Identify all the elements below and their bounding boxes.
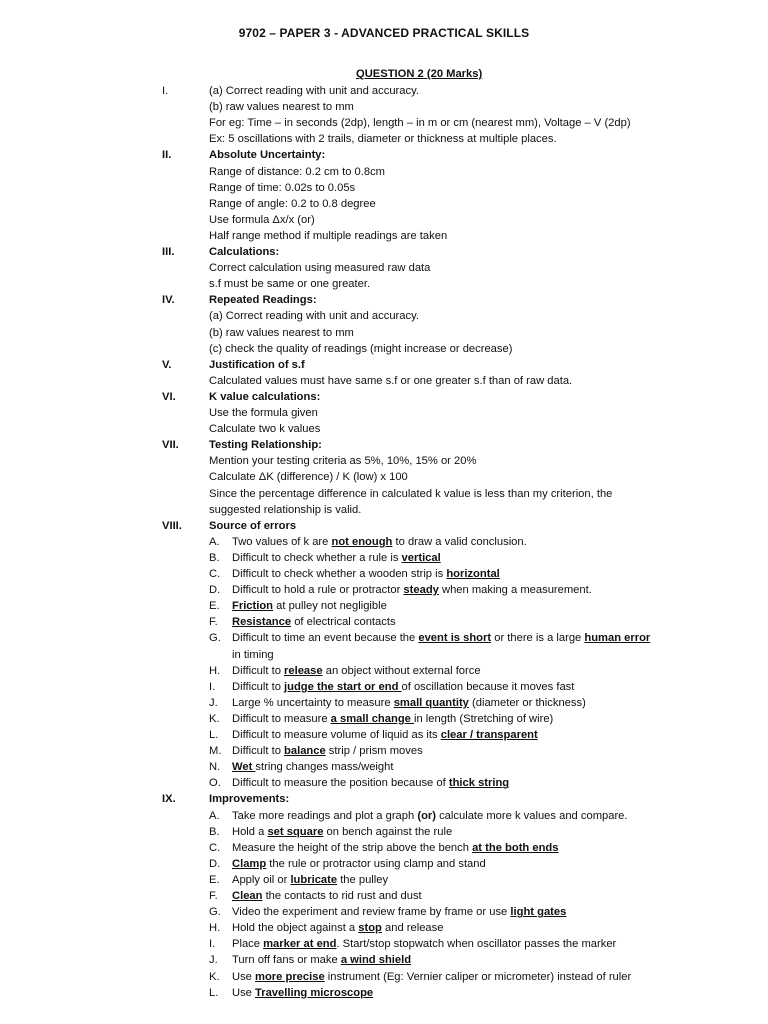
plain-text: the rule or protractor using clamp and stand (266, 857, 486, 870)
section-heading-row (0, 389, 768, 405)
list-item (0, 985, 768, 1001)
text-line-row (0, 228, 768, 244)
emphasis-text: a small change (330, 712, 414, 725)
text-line: Use the formula given (209, 407, 318, 419)
text-line-row (0, 164, 768, 180)
plain-text: Difficult to check whether a wooden strip is (232, 568, 447, 580)
list-item-text (232, 727, 538, 743)
list-item (0, 582, 768, 598)
section-heading: Calculations: (209, 246, 280, 258)
list-item-letter: E. (209, 873, 220, 886)
text-line: Calculate ΔK (difference) / K (low) x 100 (209, 471, 408, 484)
list-item-text (232, 630, 650, 646)
plain-text: Use (232, 986, 256, 999)
emphasis-text: thick string (448, 777, 510, 790)
section-numeral: VI. (162, 390, 176, 403)
list-item (0, 534, 768, 550)
plain-text: of oscillation because it moves fast (401, 680, 575, 693)
text-line: Half range method if multiple readings are taken (209, 229, 448, 242)
list-item-letter: I. (209, 938, 216, 951)
section-heading: Repeated Readings: (209, 294, 317, 307)
emphasis-text: light gates (510, 906, 567, 919)
plain-text: when making a measurement. (438, 584, 592, 597)
text-line-row (0, 486, 768, 502)
list-item-text (232, 598, 387, 614)
plain-text: on bench against the rule (323, 825, 453, 838)
emphasis-text: Clean (232, 890, 263, 902)
list-item-text (232, 936, 616, 952)
list-item (0, 904, 768, 920)
section-numeral: VIII. (162, 519, 182, 532)
plain-text: Difficult to time an event because the (232, 632, 419, 645)
text-line-row (0, 421, 768, 437)
list-item-text (232, 679, 574, 695)
plain-text: (diameter or thickness) (468, 696, 586, 709)
list-item (0, 550, 768, 566)
document-title: 9702 – PAPER 3 - ADVANCED PRACTICAL SKILLS (238, 26, 530, 40)
plain-text: instrument (Eg: Vernier caliper or micrometer) instead of ruler (324, 970, 632, 983)
text-line-row (0, 341, 768, 357)
text-line: Range of distance: 0.2 cm to 0.8cm (209, 165, 385, 178)
list-item-text (232, 566, 500, 582)
emphasis-text: vertical (401, 551, 441, 564)
section-heading-row (0, 244, 768, 260)
section-heading: Improvements: (209, 793, 290, 806)
section-heading-row (0, 437, 768, 453)
emphasis-text: steady (403, 584, 439, 597)
text-line-row (0, 99, 768, 115)
text-line: Ex: 5 oscillations with 2 trails, diameter or thickness at multiple places. (209, 133, 557, 146)
emphasis-text: marker at end (263, 938, 337, 951)
text-line-row (0, 260, 768, 276)
emphasis-text: a wind shield (340, 954, 412, 967)
emphasis-text: Travelling microscope (255, 986, 374, 999)
plain-text: . Start/stop stopwatch when oscillator passes the marker (336, 938, 617, 951)
list-item (0, 872, 768, 888)
list-item-letter: L. (209, 729, 219, 741)
section-heading-row (0, 83, 768, 99)
list-item (0, 969, 768, 985)
text-line: suggested relationship is valid. (209, 503, 362, 516)
list-item-letter: L. (209, 986, 219, 999)
emphasis-text: more precise (255, 970, 325, 983)
list-item-text (232, 969, 631, 985)
list-item (0, 727, 768, 743)
plain-text: at pulley not negligible (273, 600, 387, 613)
list-item-letter: F. (209, 890, 218, 902)
list-item-text (232, 856, 486, 872)
list-item (0, 679, 768, 695)
list-item-letter: G. (209, 906, 221, 919)
section-heading: K value calculations: (209, 390, 321, 403)
section-heading-row (0, 292, 768, 308)
list-item (0, 695, 768, 711)
section-heading-row (0, 518, 768, 534)
list-item-text (232, 759, 393, 775)
plain-text: Difficult to (232, 664, 285, 677)
list-item-text (232, 647, 274, 663)
plain-text: Difficult to (232, 680, 285, 693)
list-item (0, 711, 768, 727)
list-item-letter: A. (209, 809, 220, 822)
text-line-row (0, 212, 768, 228)
text-line-row (0, 405, 768, 421)
list-item-letter: C. (209, 841, 221, 854)
emphasis-text: small quantity (393, 696, 469, 709)
emphasis-text: judge the start or end (284, 680, 402, 693)
list-item-text (232, 824, 452, 840)
text-line: (a) Correct reading with unit and accuracy. (209, 310, 419, 323)
text-line: Use formula Δx/x (or) (209, 213, 315, 226)
list-item-letter: J. (209, 954, 218, 967)
list-item-letter: N. (209, 761, 221, 774)
text-line-row (0, 308, 768, 324)
list-item-letter: B. (209, 551, 220, 564)
list-item (0, 952, 768, 968)
plain-text: Hold a (232, 825, 268, 838)
text-line: Mention your testing criteria as 5%, 10%, 15% or 20% (209, 455, 477, 468)
emphasis-text: human error (584, 632, 651, 645)
list-item-letter: E. (209, 600, 220, 613)
list-item-text (232, 904, 566, 920)
text-line: (c) check the quality of readings (might increase or decrease) (209, 342, 513, 355)
text-line: (b) raw values nearest to mm (209, 101, 354, 114)
plain-text: or there is a large (491, 632, 585, 645)
section-numeral: V. (162, 358, 172, 371)
emphasis-text: lubricate (290, 873, 338, 886)
section-numeral: IV. (162, 294, 175, 307)
section-heading: Source of errors (209, 519, 297, 532)
plain-text: calculate more k values and compare. (435, 809, 628, 822)
emphasis-text: Friction (232, 600, 274, 613)
plain-text: string changes mass/weight (255, 761, 394, 774)
plain-text: Two values of k are (232, 535, 332, 548)
plain-text: Difficult to measure volume of liquid as its (232, 729, 441, 741)
plain-text: Difficult to measure the position because of (232, 777, 449, 790)
list-item (0, 840, 768, 856)
list-item-continuation (0, 647, 768, 663)
text-line: Correct calculation using measured raw data (209, 262, 431, 275)
emphasis-text: (or) (417, 809, 436, 822)
emphasis-text: Clamp (232, 857, 267, 870)
text-line: Since the percentage difference in calculated k value is less than my criterion, the (209, 487, 613, 500)
emphasis-text: Resistance (232, 616, 292, 629)
list-item-text (232, 985, 373, 1001)
plain-text: Video the experiment and review frame by frame or use (232, 906, 511, 919)
emphasis-text: stop (358, 922, 382, 935)
section-numeral: III. (162, 246, 175, 258)
plain-text: strip / prism moves (325, 745, 423, 758)
emphasis-text: balance (284, 745, 326, 758)
emphasis-text: release (284, 664, 323, 677)
list-item-text (232, 888, 422, 904)
emphasis-text: set square (267, 825, 324, 838)
list-item (0, 824, 768, 840)
list-item (0, 663, 768, 679)
text-line-row (0, 131, 768, 147)
section-heading: Testing Relationship: (209, 439, 322, 452)
list-item-letter: G. (209, 632, 221, 645)
text-line: Calculate two k values (209, 423, 321, 436)
list-item-letter: C. (209, 568, 221, 580)
list-item-text (232, 695, 586, 711)
list-item-letter: B. (209, 825, 220, 838)
list-item-letter: H. (209, 922, 221, 935)
list-item-letter: I. (209, 680, 216, 693)
list-item-letter: H. (209, 664, 221, 677)
text-line: (b) raw values nearest to mm (209, 326, 354, 339)
emphasis-text: event is short (418, 632, 492, 645)
list-item (0, 920, 768, 936)
list-item-letter: K. (209, 970, 220, 983)
list-item-text (232, 952, 411, 968)
list-item-text (232, 775, 509, 791)
text-line: (a) Correct reading with unit and accuracy. (209, 85, 419, 97)
plain-text: Large % uncertainty to measure (232, 696, 394, 709)
text-line: Range of time: 0.02s to 0.05s (209, 181, 356, 194)
list-item (0, 614, 768, 630)
list-item-letter: A. (209, 535, 220, 548)
plain-text: of electrical contacts (291, 616, 396, 629)
section-heading: Justification of s.f (209, 358, 305, 371)
plain-text: Turn off fans or make (232, 954, 341, 967)
text-line: For eg: Time – in seconds (2dp), length – in m or cm (nearest mm), Voltage – V (2dp) (209, 117, 631, 130)
plain-text: Take more readings and plot a graph (232, 809, 418, 822)
section-numeral: VII. (162, 439, 179, 452)
plain-text: Difficult to check whether a rule is (232, 551, 402, 564)
emphasis-text: Wet (232, 761, 256, 774)
list-item-letter: F. (209, 616, 218, 629)
section-heading-row (0, 357, 768, 373)
list-item (0, 775, 768, 791)
plain-text: Measure the height of the strip above the bench (232, 841, 473, 854)
plain-text: Place (232, 938, 264, 951)
plain-text: in timing (232, 648, 274, 661)
section-numeral: I. (162, 85, 169, 97)
text-line-row (0, 325, 768, 341)
emphasis-text: clear / transparent (440, 729, 538, 741)
list-item-letter: D. (209, 857, 221, 870)
list-item-text (232, 840, 558, 856)
plain-text: the pulley (337, 873, 389, 886)
section-numeral: II. (162, 149, 172, 162)
text-line: s.f must be same or one greater. (209, 278, 371, 291)
text-line-row (0, 373, 768, 389)
section-heading-row (0, 791, 768, 807)
plain-text: the contacts to rid rust and dust (262, 890, 422, 902)
list-item-text (232, 550, 441, 566)
list-item-text (232, 663, 481, 679)
list-item (0, 566, 768, 582)
question-title: QUESTION 2 (20 Marks) (356, 68, 483, 80)
plain-text: Difficult to measure (232, 712, 331, 725)
plain-text: in length (Stretching of wire) (413, 712, 554, 725)
list-item-text (232, 614, 396, 630)
list-item (0, 856, 768, 872)
emphasis-text: horizontal (446, 568, 500, 580)
plain-text: and release (381, 922, 444, 935)
text-line-row (0, 180, 768, 196)
text-line: Range of angle: 0.2 to 0.8 degree (209, 197, 376, 210)
text-line-row (0, 276, 768, 292)
section-heading-row (0, 147, 768, 163)
list-item-letter: K. (209, 712, 220, 725)
list-item (0, 743, 768, 759)
text-line-row (0, 196, 768, 212)
plain-text: Difficult to hold a rule or protractor (232, 584, 404, 597)
list-item-letter: D. (209, 584, 221, 597)
section-heading: Absolute Uncertainty: (209, 149, 326, 162)
text-line: Calculated values must have same s.f or one greater s.f than of raw data. (209, 374, 573, 387)
text-line-row (0, 115, 768, 131)
list-item-text (232, 743, 423, 759)
plain-text: Difficult to (232, 745, 285, 758)
emphasis-text: at the both ends (472, 841, 559, 854)
text-line-row (0, 502, 768, 518)
list-item-text (232, 808, 628, 824)
plain-text: Apply oil or (232, 873, 291, 886)
list-item-text (232, 872, 388, 888)
text-line-row (0, 453, 768, 469)
list-item (0, 759, 768, 775)
list-item-letter: M. (209, 745, 222, 758)
plain-text: Use (232, 970, 256, 983)
list-item-letter: J. (209, 696, 218, 709)
list-item-text (232, 582, 592, 598)
list-item (0, 808, 768, 824)
plain-text: to draw a valid conclusion. (392, 535, 527, 548)
list-item-text (232, 920, 443, 936)
list-item-text (232, 711, 553, 727)
section-numeral: IX. (162, 793, 176, 806)
list-item (0, 936, 768, 952)
list-item (0, 598, 768, 614)
plain-text: Hold the object against a (232, 922, 359, 935)
plain-text: an object without external force (322, 664, 481, 677)
list-item-text (232, 534, 527, 550)
list-item (0, 630, 768, 646)
list-item (0, 888, 768, 904)
emphasis-text: not enough (331, 535, 393, 548)
list-item-letter: O. (209, 777, 221, 790)
text-line-row (0, 469, 768, 485)
